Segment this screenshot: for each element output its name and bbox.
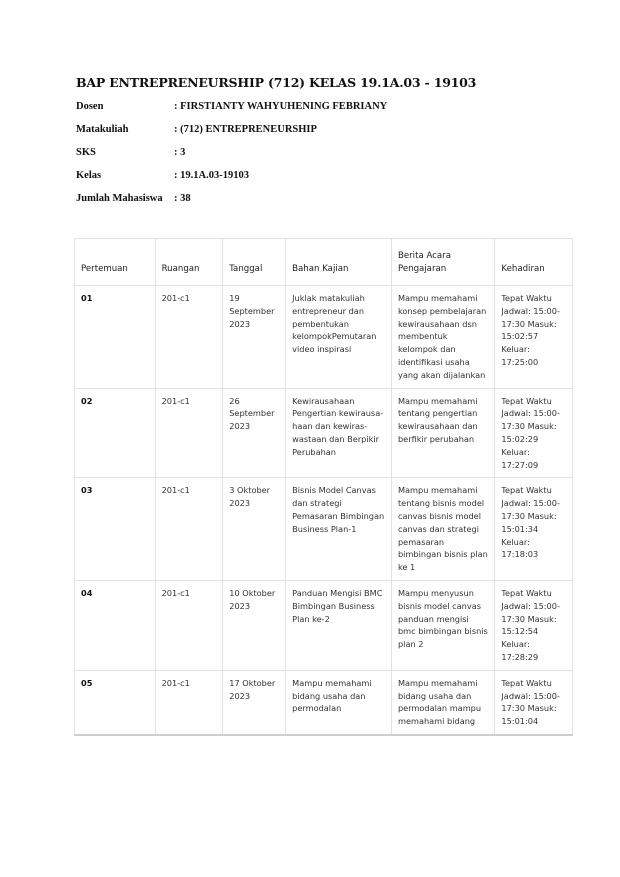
cell-berita-acara: Mampu menyusun bisnis model canvas panduan mengisi bmc bimbingan bisnis plan 2 [391,580,494,670]
cell-ruangan: 201-c1 [155,286,223,389]
table-row [75,286,573,389]
attendance-table [74,238,573,736]
table-row [75,388,573,478]
info-value: : 38 [174,193,191,204]
cell-tanggal: 17 Oktober 2023 [223,670,286,735]
cell-bahan-kajian: Kewirausahaan Pengertian kewirausa-haan dan kewiras-wastaan dan Berpikir Perubahan [286,388,392,478]
cell-berita-acara: Mampu memahami bidang usaha dan permodalan mampu memahami bidang [391,670,494,735]
table-row [75,580,573,670]
cell-bahan-kajian: Bisnis Model Canvas dan strategi Pemasaran Bimbingan Business Plan-1 [286,478,392,581]
cell-berita-acara: Mampu memahami konsep pembelajaran kewirausahaan dsn membentuk kelompok dan identifikasi usaha yang akan dijalankan [391,286,494,389]
cell-pertemuan: 05 [75,670,156,735]
page-title: BAP ENTREPRENEURSHIP (712) KELAS 19.1A.03 - 19103 [76,75,477,90]
cell-kehadiran: Tepat Waktu Jadwal: 15:00-17:30 Masuk: 15:01:34 Keluar: 17:18:03 [495,478,573,581]
cell-pertemuan: 01 [75,286,156,389]
cell-pertemuan: 04 [75,580,156,670]
cell-pertemuan: 03 [75,478,156,581]
cell-berita-acara: Mampu memahami tentang pengertian kewirausahaan dan berfikir perubahan [391,388,494,478]
cell-tanggal: 10 Oktober 2023 [223,580,286,670]
cell-bahan-kajian: Juklak matakuliah entrepreneur dan pembentukan kelompokPemutaran video inspirasi [286,286,392,389]
info-value: : 19.1A.03-19103 [174,170,249,181]
cell-pertemuan: 02 [75,388,156,478]
table-header-row [75,239,573,286]
info-value: : (712) ENTREPRENEURSHIP [174,124,317,135]
header-kehadiran: Kehadiran [495,239,573,286]
header-berita-acara: Berita Acara Pengajaran [391,239,494,286]
cell-ruangan: 201-c1 [155,670,223,735]
cell-berita-acara: Mampu memahami tentang bisnis model canvas bisnis model canvas dan strategi pemasaran bimbingan bisnis plan ke 1 [391,478,494,581]
info-value: : 3 [174,147,186,158]
table-row [75,670,573,735]
cell-ruangan: 201-c1 [155,478,223,581]
header-bahan-kajian: Bahan Kajian [286,239,392,286]
info-label: Matakuliah [76,124,129,135]
info-value: : FIRSTIANTY WAHYUHENING FEBRIANY [174,101,388,112]
cell-ruangan: 201-c1 [155,580,223,670]
cell-tanggal: 19 September 2023 [223,286,286,389]
cell-tanggal: 26 September 2023 [223,388,286,478]
header-ruangan: Ruangan [155,239,223,286]
header-pertemuan: Pertemuan [75,239,156,286]
info-label: SKS [76,147,96,158]
cell-ruangan: 201-c1 [155,388,223,478]
cell-bahan-kajian: Mampu memahami bidang usaha dan permodalan [286,670,392,735]
header-tanggal: Tanggal [223,239,286,286]
table-row [75,478,573,581]
cell-kehadiran: Tepat Waktu Jadwal: 15:00-17:30 Masuk: 15:02:57 Keluar: 17:25:00 [495,286,573,389]
cell-tanggal: 3 Oktober 2023 [223,478,286,581]
cell-kehadiran: Tepat Waktu Jadwal: 15:00-17:30 Masuk: 15:01:04 [495,670,573,735]
info-label: Dosen [76,101,104,112]
info-label: Jumlah Mahasiswa [76,193,163,204]
cell-kehadiran: Tepat Waktu Jadwal: 15:00-17:30 Masuk: 15:02:29 Keluar: 17:27:09 [495,388,573,478]
cell-bahan-kajian: Panduan Mengisi BMC Bimbingan Business Plan ke-2 [286,580,392,670]
info-label: Kelas [76,170,102,181]
cell-kehadiran: Tepat Waktu Jadwal: 15:00-17:30 Masuk: 15:12:54 Keluar: 17:28:29 [495,580,573,670]
